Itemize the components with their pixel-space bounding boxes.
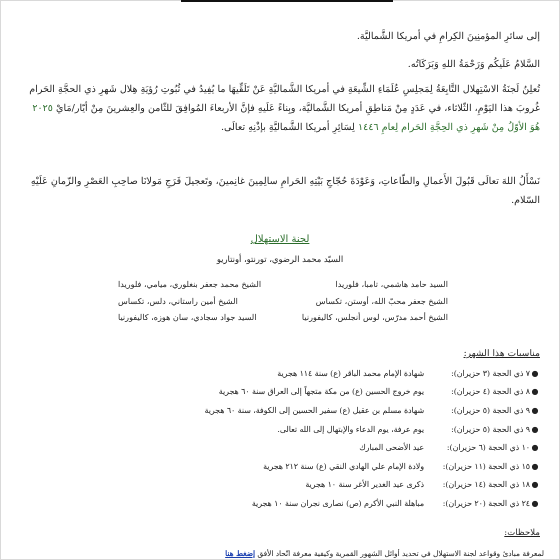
note-text: لمعرفة مبادئ وقواعد لجنة الاستهلال في تحديد أوائل الشهور القمرية وكيفية معرفة اتّحاد الأفق (257, 549, 544, 558)
occasion-event: عيد الأضحى المبارك (359, 443, 424, 453)
occasion-event: مباهلة النبي الأكرم (ص) نصارى نجران سنة ١٠ هجرية (251, 498, 424, 508)
bullet-icon: ● (531, 443, 539, 453)
bullet-icon: ● (531, 368, 539, 378)
member-name: السيد جواد سجادي، سان هوزه، كاليفورنيا (118, 312, 257, 322)
occasion-event: يوم خروج الحسين (ع) من مكة متجهاً إلى العراق سنة ٦٠ هجرية (218, 387, 424, 397)
occasion-date: ٩ ذي الحجة (٥ حزيران): (451, 405, 530, 415)
list-item (126, 457, 540, 476)
list-item (126, 494, 540, 513)
member-name: الشيخ أمين راستاني، دلس، تكساس (118, 295, 238, 306)
list-item (126, 438, 540, 457)
list-item (126, 420, 540, 439)
announcement-text-1: تُعلِنُ لَجنَةُ الاسْتِهلال التَّابِعَةُ لِمَجلِسِ عُلَمَاءِ الشِّيعَةِ في أمريكا الشَّماليَّةِ عَنْ تَلَقِّيهَا ما يُفِيدُ في ثُبُوتِ رُؤيَةِ هِلال شَهرِ ذي الحجَّةِ الحَرام غُروبَ هذا اليَوْمِ، الثّلاثاء، في عَدَدٍ مِنْ مَناطِقِ أمريكا الشَّماليَّة، وبِناءً عَلَيهِ فإنَّ الأربعاءَ المُوافِقَ للثّامن والعِشرينَ مِنْ أيّار/مَايْ (29, 84, 540, 114)
occasion-date: ٨ ذي الحجة (٤ حزيران): (451, 387, 530, 397)
member-row (118, 276, 448, 293)
salutation: إلى سائرِ المؤمنِينَ الكِرامِ في أمريكا الشَّماليَّة. (356, 31, 540, 42)
announcement-date-highlight: ٢٠٢٥ هُوَ الأوّلُ مِنْ شَهرِ ذي الحِجَّةِ الحَرام لِعامِ ١٤٤٦ (32, 103, 540, 133)
occasions-title: مناسبات هذا الشهر: (463, 348, 540, 359)
bullet-icon: ● (531, 480, 539, 490)
note-item (24, 549, 544, 558)
occasion-event: ذكرى عيد الغدير الأغر سنة ١٠ هجرية (305, 480, 424, 490)
bullet-icon: ● (531, 387, 539, 397)
member-name: الشيخ جعفر محبّ الله، أوستن، تكساس (315, 295, 448, 306)
bullet-icon: ● (531, 461, 539, 471)
member-name: الشيخ محمد جعفر بنغلوري، ميامي، فلوريدا (118, 279, 262, 289)
occasions-list (126, 364, 540, 513)
bullet-icon: ● (531, 424, 539, 434)
occasion-event: شهادة الإمام محمد الباقر (ع) سنة ١١٤ هجرية (277, 368, 424, 378)
click-here-link[interactable]: إضغط هنا (225, 549, 256, 558)
bullet-icon: ● (531, 498, 539, 508)
member-row (118, 309, 448, 326)
top-divider (181, 0, 393, 2)
bullet-icon: ● (531, 405, 539, 415)
occasion-date: ١٠ ذي الحجة (٦ حزيران): (446, 443, 530, 453)
occasion-event: شهادة مسلم بن عقيل (ع) سفير الحسين إلى الكوفة، سنة ٦٠ هجرية (204, 405, 424, 415)
list-item (126, 364, 540, 383)
occasion-date: ٢٤ ذي الحجة (٢٠ حزيران): (442, 498, 530, 508)
list-item (126, 476, 540, 495)
occasion-date: ١٨ ذي الحجة (١٤ حزيران): (442, 480, 530, 490)
list-item (126, 401, 540, 420)
member-name: الشيخ أحمد مدرّس، لوس أنجلس، كاليفورنيا (301, 312, 448, 322)
committee-members (118, 276, 448, 326)
list-item (126, 383, 540, 402)
occasion-date: ١٥ ذي الحجة (١١ حزيران): (442, 461, 530, 471)
notes-title: ملاحظات: (504, 528, 540, 538)
announcement-text-2: لِسَائِرِ أمريكا الشَّماليَّةِ بإذْنِهِ تعالَى. (220, 122, 355, 133)
occasion-date: ٧ ذي الحجة (٣ حزيران): (451, 368, 530, 378)
member-row (118, 293, 448, 310)
greeting: السَّلامُ عَلَيكُم وَرَحْمَةُ اللهِ وَبَرَكَاتُه. (407, 59, 540, 70)
occasion-event: يوم عرفة، يوم الدعاء والإبتهال إلى الله تعالى. (277, 424, 424, 434)
occasion-date: ٩ ذي الحجة (٥ حزيران): (451, 424, 530, 434)
closing-prayer: نَسْأَلُ اللهَ تعالَى قَبُولَ الأَعمالِ والطّاعاتِ، وَعَوْدَةَ حُجّاجِ بَيْتِهِ الحَرامِ سالِمِينَ غانِمينَ، وتَعجيلَ فَرَجِ مَولانَا صاحِبِ العَصْرِ والزّمانِ عَلَيْهِ السّلام. (30, 176, 540, 206)
occasion-event: ولادة الإمام علي الهادي النقي (ع) سنة ٢١٢ هجرية (263, 461, 424, 471)
announcement-paragraph (20, 80, 540, 137)
member-name: السيد حامد هاشمي، تامبا، فلوريدا (335, 279, 448, 289)
committee-title: لجنة الاستهلال (250, 234, 310, 245)
committee-head: السيّد محمد الرضوي، تورنتو، أونتاريو (216, 254, 344, 264)
